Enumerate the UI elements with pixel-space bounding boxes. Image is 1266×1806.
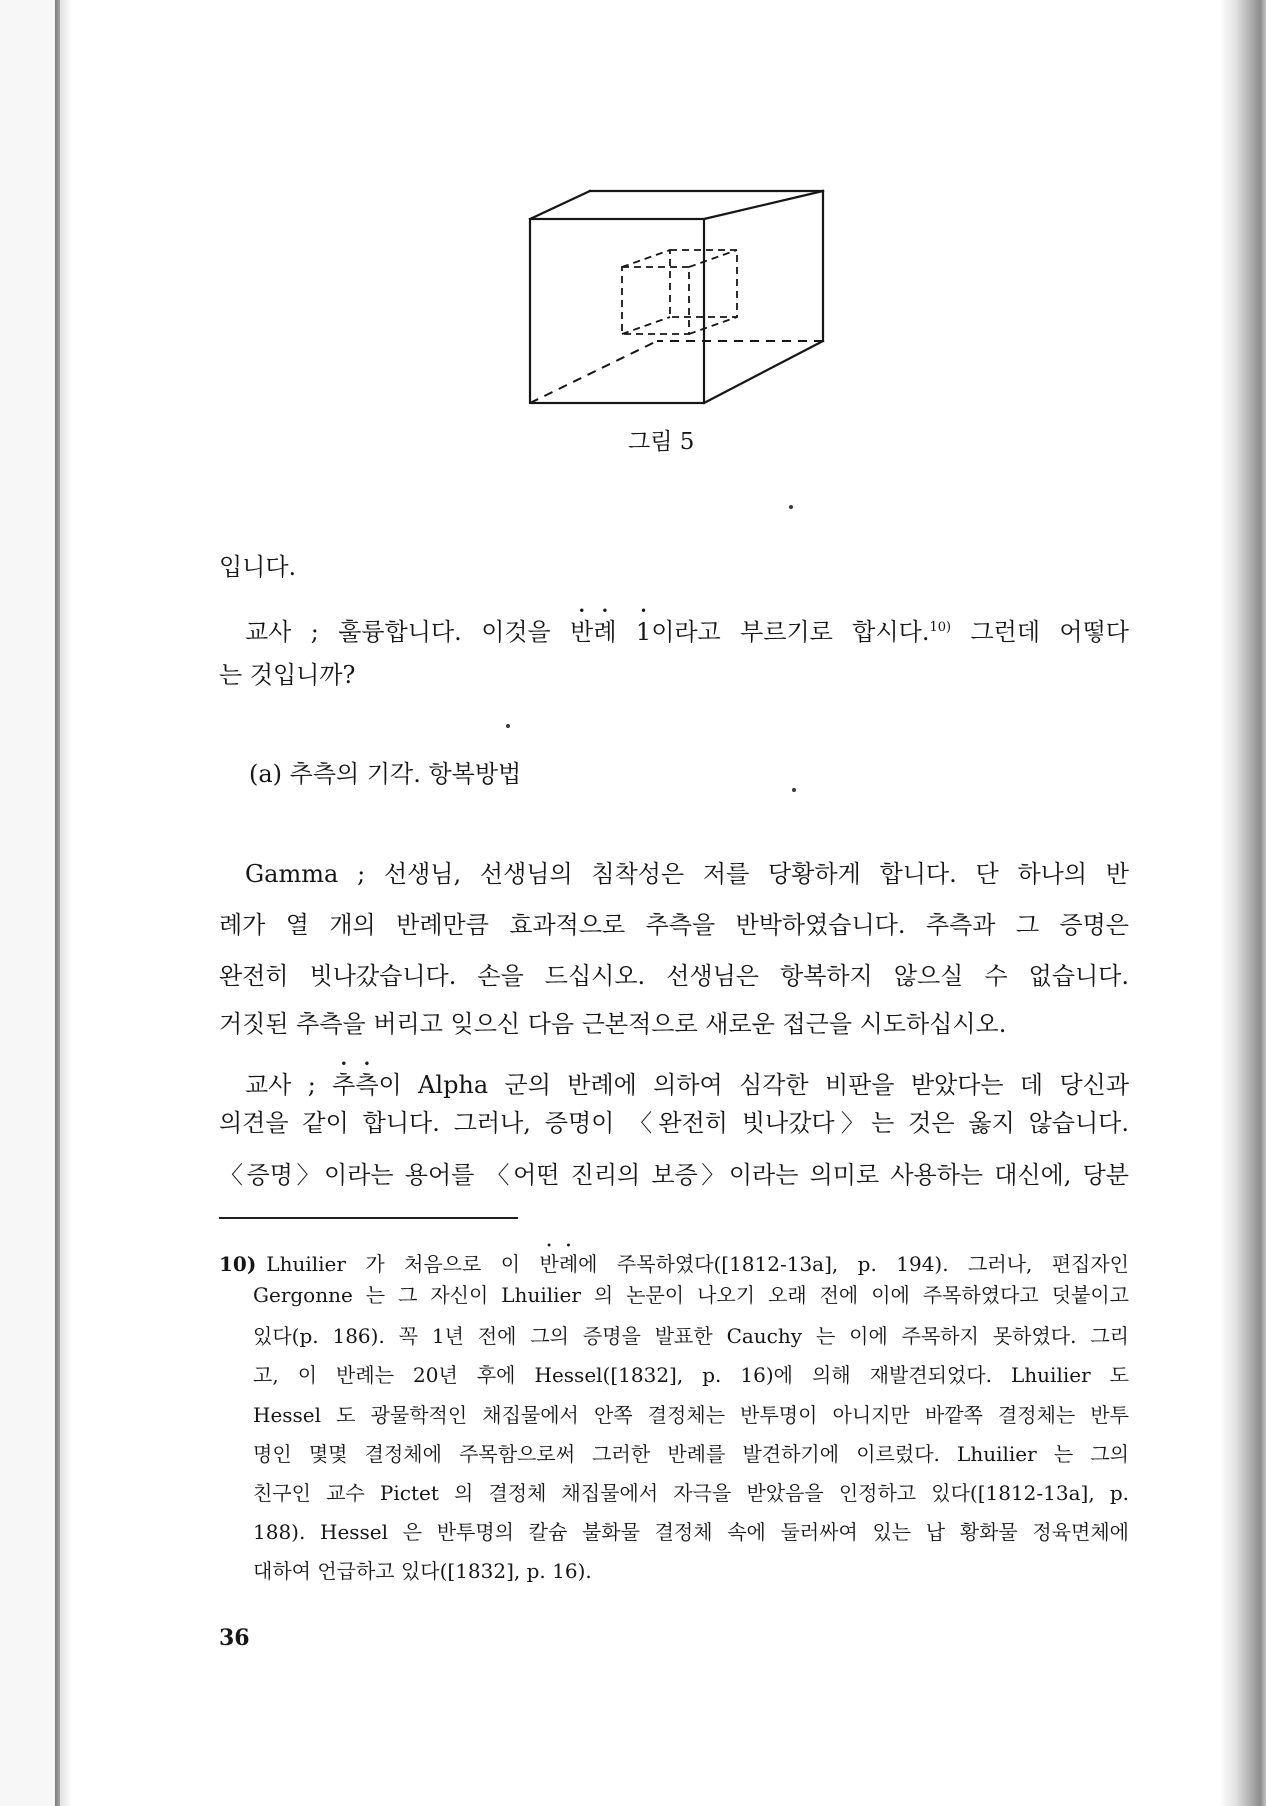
section-heading: (a) 추측의 기각. 항복방법 [249, 760, 522, 788]
dialogue-line-2: 례가 열 개의 반례만큼 효과적으로 추측을 반박하였습니다. 추측과 그 증명은 [219, 911, 1129, 939]
line-text: 에 주목하였다([1812-13a], p. 194). 그러나, 편집자인 [578, 1252, 1130, 1276]
box-bottom-right-edge [704, 341, 823, 403]
dialogue-line-1: Gamma ; 선생님, 선생님의 침착성은 저를 당황하게 합니다. 단 하나의 반 [245, 860, 1129, 888]
inner-cube-edge [622, 250, 670, 267]
box-hidden-bottom-left-edge [530, 341, 657, 403]
footnote-line-6: 명인 몇몇 결정체에 주목함으로써 그러한 반례를 발견하기에 이르렀다. Lhuilier 는 그의 [253, 1442, 1129, 1466]
figure-5-box-diagram [0, 0, 1266, 480]
scan-speck [506, 724, 510, 728]
dialogue-line-3: 완전히 빗나갔습니다. 손을 드십시오. 선생님은 항복하지 않으실 수 없습니다. [219, 962, 1129, 990]
emphasized-term: 반례 [539, 1252, 579, 1276]
inner-cube-edge [689, 317, 737, 334]
body-line-3: 는 것입니까? [219, 661, 356, 689]
inner-cube-front-face [622, 267, 689, 334]
footnote-line-9: 대하여 언급하고 있다([1832], p. 16). [253, 1559, 592, 1583]
line-text: 교사 ; 훌륭합니다. 이것을 [245, 618, 571, 646]
line-text: 교사 ; [245, 1071, 333, 1099]
emphasized-term: 추측 [332, 1071, 379, 1099]
footnote-line-1 [219, 1241, 1130, 1276]
dialogue-line-7: 〈증명〉이라는 용어를 〈어떤 진리의 보증〉이라는 의미로 사용하는 대신에, 당분 [219, 1161, 1129, 1189]
footnote-line-8: 188). Hessel 은 반투명의 칼슘 불화물 결정체 속에 둘러싸여 있는 납 황화물 정육면체에 [253, 1520, 1129, 1544]
scan-speck [789, 505, 793, 509]
emphasized-term: 반례 1 [570, 618, 652, 646]
footnote-line-7: 친구인 교수 Pictet 의 결정체 채집물에서 자극을 받았음을 인정하고 있다([1812-13a], p. [253, 1481, 1129, 1505]
footnote-line-4: 고, 이 반례는 20년 후에 Hessel([1832], p. 16)에 의해 재발견되었다. Lhuilier 도 [253, 1363, 1129, 1387]
line-text: 그런데 어떻다 [951, 618, 1129, 646]
footnote-rule [219, 1217, 518, 1219]
body-line-2 [245, 604, 1129, 646]
box-top-left-edge [530, 191, 590, 219]
box-front-face [530, 219, 704, 403]
dialogue-line-4: 거짓된 추측을 버리고 잊으신 다음 근본적으로 새로운 접근을 시도하십시오. [219, 1010, 1007, 1038]
footnote-line-2: Gergonne 는 그 자신이 Lhuilier 의 논문이 나오기 오래 전에 이에 주목하였다고 덧붙이고 [253, 1283, 1129, 1307]
line-text: 이라고 부르기로 합시다. [651, 618, 930, 646]
figure-caption: 그림 5 [628, 429, 695, 455]
footnote-line-5: Hessel 도 광물학적인 채집물에서 안쪽 결정체는 반투명이 아니지만 바깥쪽 결정체는 반투 [253, 1403, 1129, 1427]
dialogue-line-5 [245, 1057, 1130, 1099]
footnote-reference: 10) [929, 620, 952, 635]
footnote-line-3: 있다(p. 186). 꼭 1년 전에 그의 증명을 발표한 Cauchy 는 이에 주목하지 못하였다. 그리 [253, 1324, 1129, 1348]
footnote-marker: 10) [219, 1252, 257, 1276]
body-line-1: 입니다. [219, 553, 297, 581]
box-top-right-edge [704, 191, 823, 219]
page-number: 36 [219, 1625, 250, 1651]
inner-cube-edge [622, 317, 670, 334]
inner-cube-edge [689, 250, 737, 267]
line-text: 이 Alpha 군의 반례에 의하여 심각한 비판을 받았다는 데 당신과 [378, 1071, 1130, 1099]
dialogue-line-6: 의견을 같이 합니다. 그러나, 증명이 〈완전히 빗나갔다〉는 것은 옳지 않습니다. [219, 1109, 1129, 1137]
line-text: Lhuilier 가 처음으로 이 [266, 1252, 540, 1276]
